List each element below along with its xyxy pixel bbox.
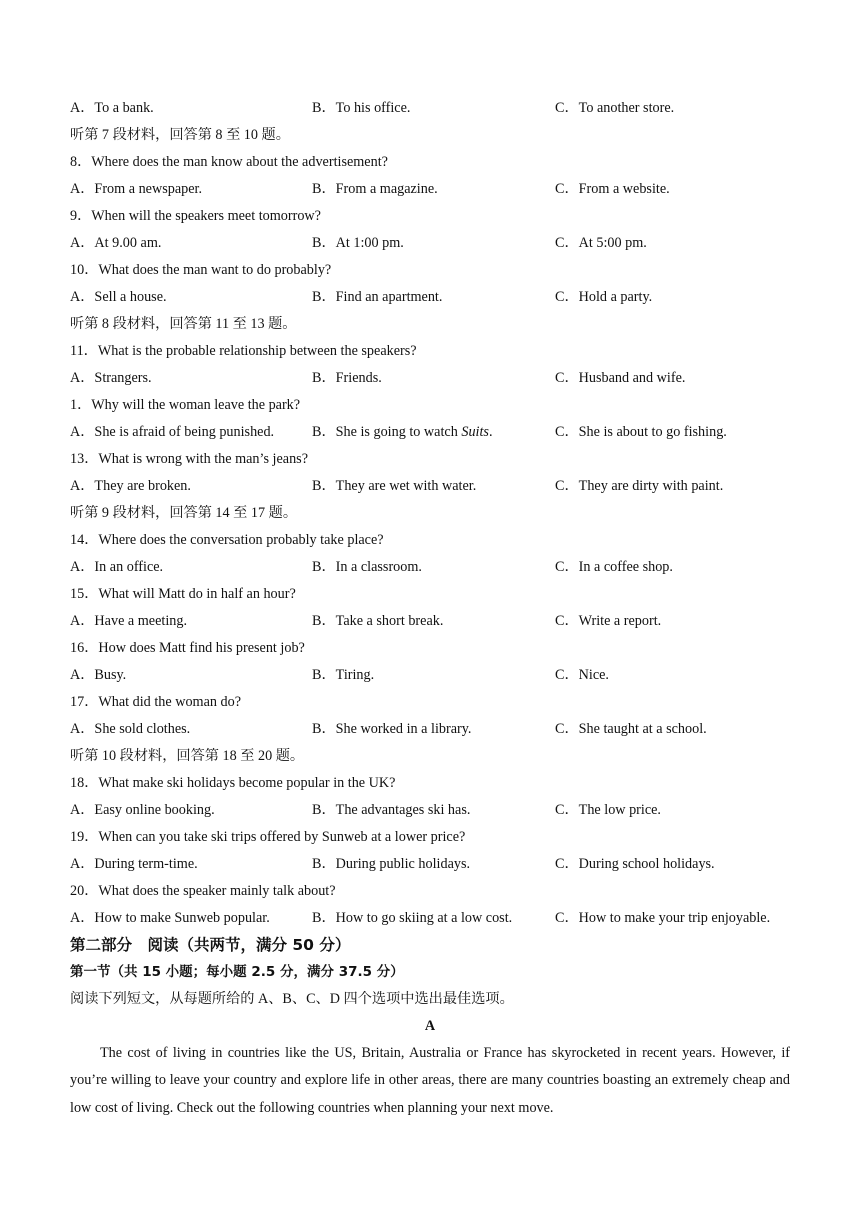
- question-15: 15．What will Matt do in half an hour?: [70, 586, 296, 602]
- option-c: C．To another store.: [555, 100, 675, 116]
- question-9: 9．When will the speakers meet tomorrow?: [70, 208, 321, 224]
- option-a: A．Sell a house.: [70, 289, 167, 305]
- options-q7: [70, 95, 790, 122]
- option-b: B．During public holidays.: [312, 856, 471, 872]
- option-a: A．Busy.: [70, 667, 127, 683]
- question-10: 10．What does the man want to do probably?: [70, 262, 332, 278]
- option-b-period: .: [488, 424, 493, 440]
- option-c: C．In a coffee shop.: [555, 559, 673, 575]
- option-a: A．To a bank.: [70, 100, 154, 116]
- options-q17: [70, 716, 790, 743]
- option-c: C．The low price.: [555, 802, 661, 818]
- option-b-italic-title: Suits: [461, 424, 489, 440]
- option-c: C．Husband and wife.: [555, 370, 686, 386]
- options-q10: [70, 284, 790, 311]
- options-q18: [70, 797, 790, 824]
- option-b: B．They are wet with water.: [312, 478, 477, 494]
- option-a: A．They are broken.: [70, 478, 191, 494]
- option-c: C．Write a report.: [555, 613, 662, 629]
- option-c: C．She taught at a school.: [555, 721, 707, 737]
- section-header-9: 听第 9 段材料，回答第 14 至 17 题。: [70, 505, 298, 521]
- options-q12: [70, 419, 790, 446]
- part-two-title: 第二部分 阅读（共两节，满分 50 分）: [70, 936, 351, 954]
- section-one-title: 第一节（共 15 小题；每小题 2.5 分，满分 37.5 分）: [70, 964, 404, 980]
- options-q16: [70, 662, 790, 689]
- option-b: B．To his office.: [312, 100, 411, 116]
- option-c: C．Nice.: [555, 667, 609, 683]
- options-q9: [70, 230, 790, 257]
- option-b: B．Tiring.: [312, 667, 375, 683]
- option-b-text: B．She is going to watch: [312, 424, 462, 440]
- question-12: 1．Why will the woman leave the park?: [70, 397, 301, 413]
- option-a: A．She is afraid of being punished.: [70, 424, 275, 440]
- option-b: B．The advantages ski has.: [312, 802, 471, 818]
- options-q8: [70, 176, 790, 203]
- option-b: B．At 1:00 pm.: [312, 235, 404, 251]
- option-a: A．From a newspaper.: [70, 181, 202, 197]
- options-q13: [70, 473, 790, 500]
- option-c: C．From a website.: [555, 181, 670, 197]
- question-11: 11．What is the probable relationship between the speakers?: [70, 343, 417, 359]
- options-q20: [70, 905, 790, 932]
- option-c: C．They are dirty with paint.: [555, 478, 724, 494]
- option-b: B．From a magazine.: [312, 181, 438, 197]
- option-b: B．Friends.: [312, 370, 382, 386]
- passage-paragraph: The cost of living in countries like the US, Britain, Australia or France has skyrocketed in recent years. However, if you’re willing to leave your country and explore life in other areas, there are many countries boasting an extremely cheap and low cost of living. Check out the following countries when planning your next move.: [70, 1045, 790, 1116]
- question-8: 8．Where does the man know about the advertisement?: [70, 154, 388, 170]
- question-13: 13．What is wrong with the man’s jeans?: [70, 451, 308, 467]
- option-b: B．In a classroom.: [312, 559, 422, 575]
- reading-instruction: 阅读下列短文，从每题所给的 A、B、C、D 四个选项中选出最佳选项。: [70, 991, 514, 1007]
- option-c: C．Hold a party.: [555, 289, 653, 305]
- option-a: A．In an office.: [70, 559, 164, 575]
- option-a: A．At 9.00 am.: [70, 235, 162, 251]
- option-c: C．At 5:00 pm.: [555, 235, 647, 251]
- section-header-10: 听第 10 段材料，回答第 18 至 20 题。: [70, 748, 305, 764]
- options-q19: [70, 851, 790, 878]
- question-18: 18．What make ski holidays become popular in the UK?: [70, 775, 396, 791]
- option-a: A．During term-time.: [70, 856, 198, 872]
- option-a: A．Strangers.: [70, 370, 152, 386]
- options-q11: [70, 365, 790, 392]
- section-header-8: 听第 8 段材料，回答第 11 至 13 题。: [70, 316, 297, 332]
- option-b: B．She worked in a library.: [312, 721, 472, 737]
- exam-content: [70, 95, 790, 1136]
- option-c: C．How to make your trip enjoyable.: [555, 910, 771, 926]
- option-b: B．How to go skiing at a low cost.: [312, 910, 513, 926]
- question-17: 17．What did the woman do?: [70, 694, 241, 710]
- options-q14: [70, 554, 790, 581]
- option-a: A．Easy online booking.: [70, 802, 215, 818]
- option-b: B．Find an apartment.: [312, 289, 443, 305]
- option-a: A．She sold clothes.: [70, 721, 191, 737]
- question-20: 20．What does the speaker mainly talk about?: [70, 883, 336, 899]
- options-q15: [70, 608, 790, 635]
- option-c: C．During school holidays.: [555, 856, 715, 872]
- passage-label: A: [424, 1018, 436, 1034]
- question-19: 19．When can you take ski trips offered by Sunweb at a lower price?: [70, 829, 466, 845]
- option-a: A．Have a meeting.: [70, 613, 188, 629]
- option-a: A．How to make Sunweb popular.: [70, 910, 270, 926]
- question-16: 16．How does Matt find his present job?: [70, 640, 305, 656]
- section-header-7: 听第 7 段材料，回答第 8 至 10 题。: [70, 127, 290, 143]
- question-14: 14．Where does the conversation probably take place?: [70, 532, 384, 548]
- option-b: B．Take a short break.: [312, 613, 444, 629]
- option-b: [312, 419, 555, 446]
- option-c: C．She is about to go fishing.: [555, 424, 727, 440]
